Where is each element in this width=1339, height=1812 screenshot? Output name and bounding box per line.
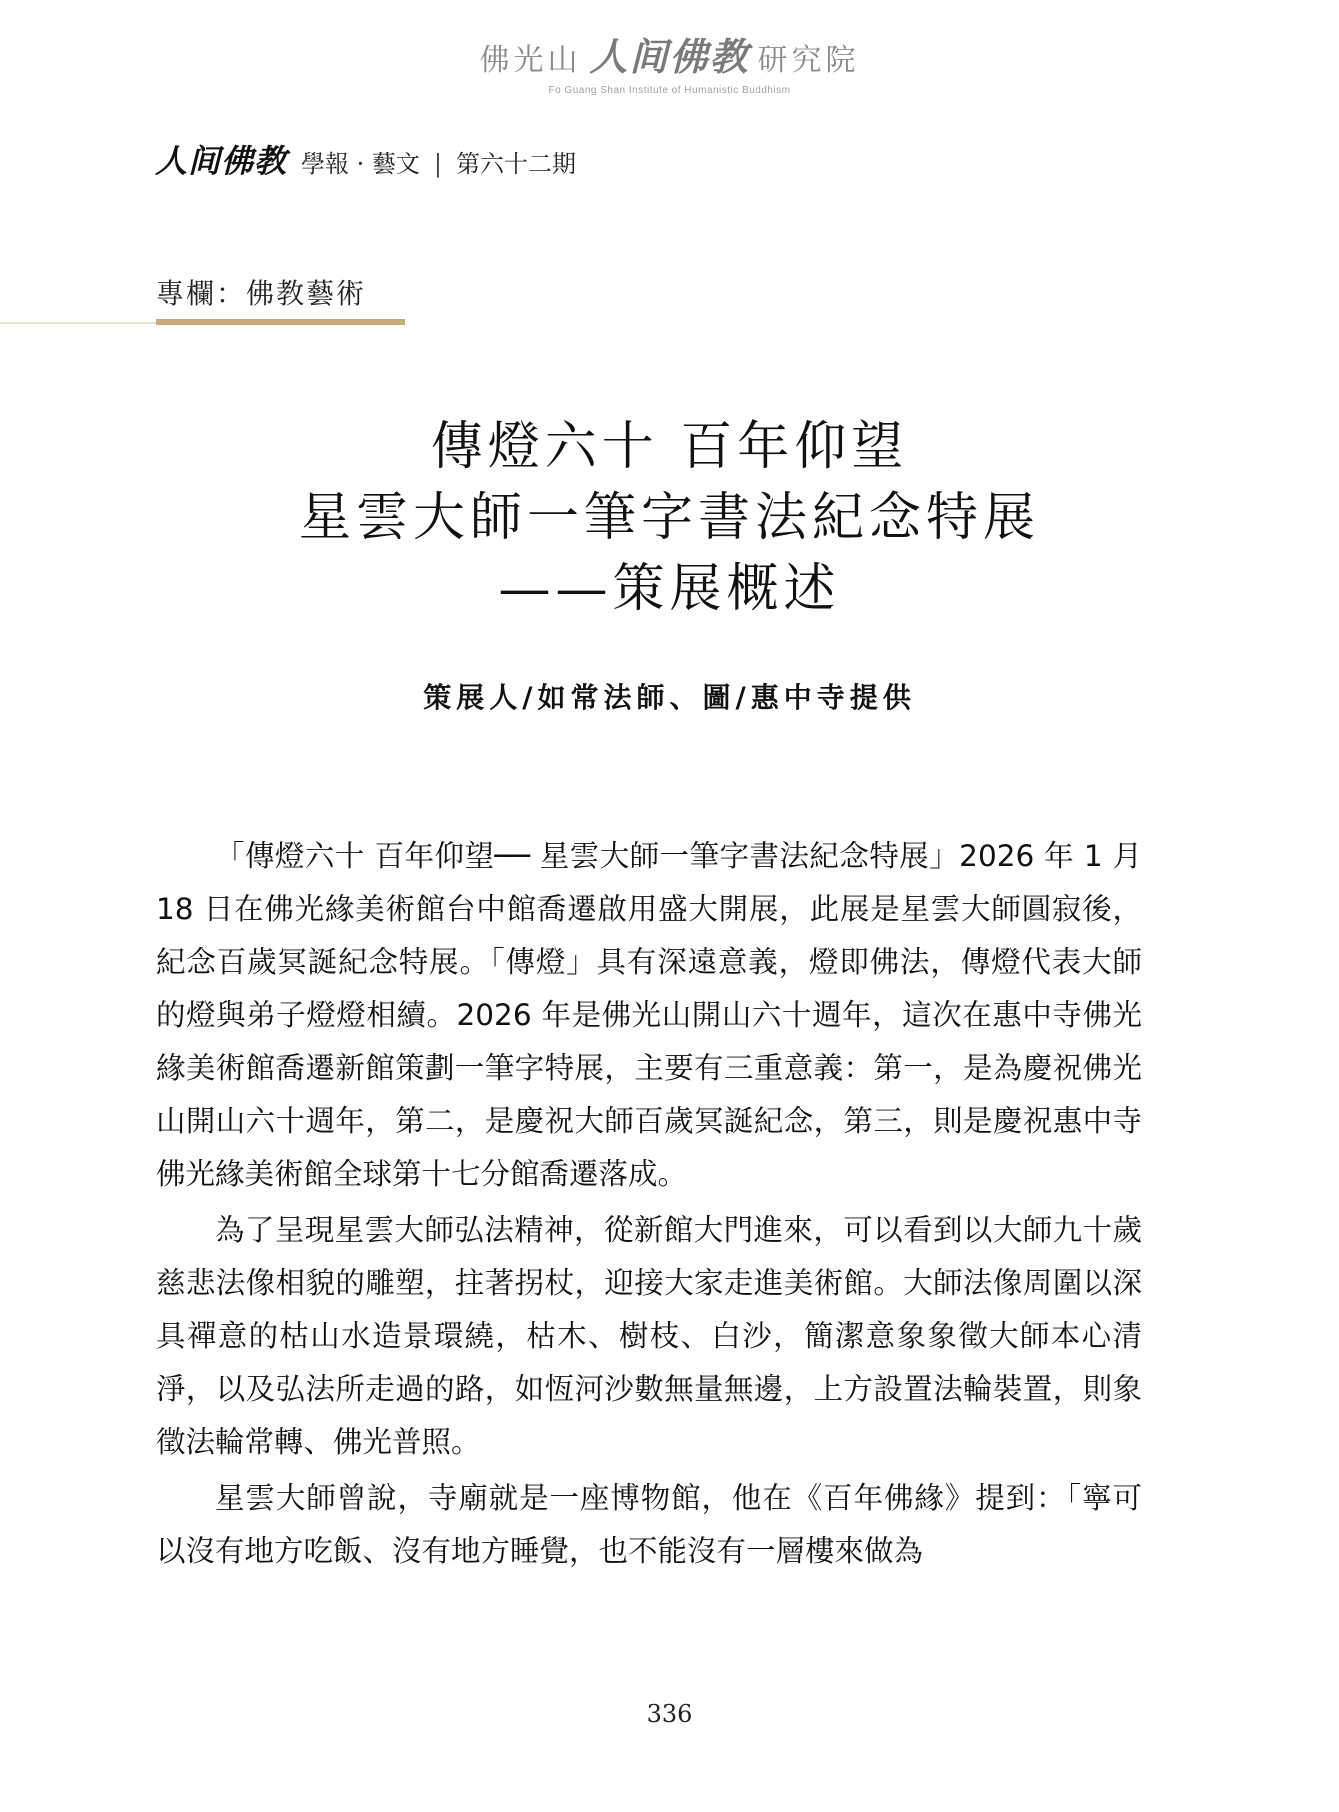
title-line-3: ——策展概述 bbox=[498, 559, 841, 619]
journal-issue: 第六十二期 bbox=[456, 150, 576, 178]
journal-separator: | bbox=[433, 150, 442, 178]
institute-logo: 人间佛教 bbox=[589, 34, 750, 79]
journal-logo: 人间佛教 bbox=[155, 142, 288, 180]
institute-header bbox=[0, 26, 1339, 96]
institute-name bbox=[479, 26, 859, 81]
article-byline: 策展人/如常法師、圖/惠中寺提供 bbox=[423, 681, 916, 714]
body-paragraph: 為了呈現星雲大師弘法精神，從新館大門進來，可以看到以大師九十歲慈悲法像相貌的雕塑，拄著拐杖，迎接大家走進美術館。大師法像周圍以深具禪意的枯山水造景環繞，枯木、樹枝、白沙，簡潔意象象徵大師本心清淨，以及弘法所走過的路，如恆河沙數無量無邊，上方設置法輪裝置，則象徵法輪常轉、佛光普照。 bbox=[156, 1213, 1142, 1459]
institute-prefix: 佛光山 bbox=[479, 43, 582, 78]
title-line-2: 星雲大師一筆字書法紀念特展 bbox=[298, 488, 1040, 548]
journal-running-head bbox=[155, 136, 576, 182]
body-paragraph: 「傳燈六十 百年仰望── 星雲大師一筆字書法紀念特展」2026 年 1 月 18 日在佛光緣美術館台中館喬遷啟用盛大開展，此展是星雲大師圓寂後，紀念百歲冥誕紀念特展。「傳燈」具有深遠意義，燈即佛法，傳燈代表大師的燈與弟子燈燈相續。2026 年是佛光山開山六十週年，這次在惠中寺佛光緣美術館喬遷新館策劃一筆字特展，主要有三重意義：第一，是為慶祝佛光山開山六十週年，第二，是慶祝大師百歲冥誕紀念，第三，則是慶祝惠中寺佛光緣美術館全球第十七分館喬遷落成。 bbox=[156, 839, 1142, 1191]
body-paragraph: 星雲大師曾說，寺廟就是一座博物館，他在《百年佛緣》提到：「寧可以沒有地方吃飯、沒有地方睡覺，也不能沒有一層樓來做為 bbox=[156, 1481, 1142, 1568]
journal-name: 學報 · 藝文 bbox=[301, 150, 420, 178]
article-title bbox=[0, 412, 1339, 625]
column-divider-accent bbox=[156, 319, 405, 325]
institute-suffix: 研究院 bbox=[757, 43, 860, 78]
column-label: 專欄：佛教藝術 bbox=[156, 277, 367, 310]
page-number: 336 bbox=[646, 1700, 693, 1728]
institute-english-name: Fo Guang Shan Institute of Humanistic Buddhism bbox=[548, 85, 791, 96]
article-body bbox=[156, 830, 1142, 1581]
title-line-1: 傳燈六十 百年仰望 bbox=[430, 417, 909, 477]
